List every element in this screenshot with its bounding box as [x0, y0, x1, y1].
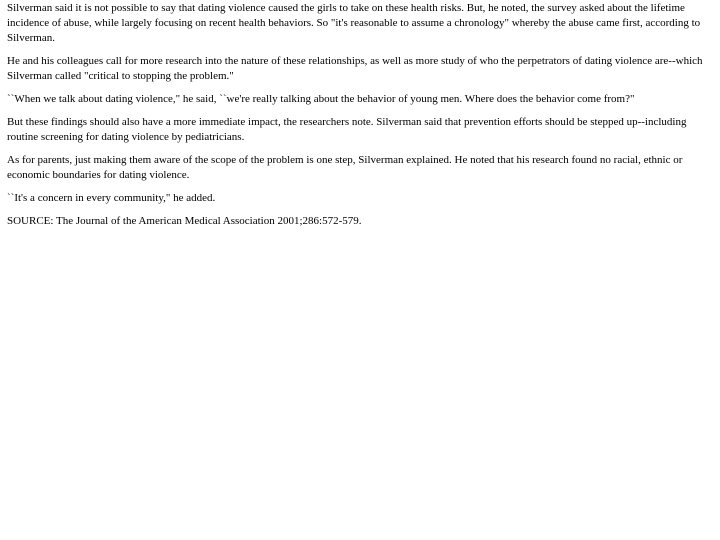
quote-paragraph: ``When we talk about dating violence," he said, ``we're really talking about the behavior of young men. Where does the behavior come from?" [7, 93, 635, 105]
paragraph: But these findings should also have a more immediate impact, the researchers note. Silverman said that prevention efforts should be stepped up--including routine screening for dating violence by pediatricians. [7, 116, 687, 143]
article-body [7, 1, 715, 237]
paragraph: Silverman said it is not possible to say that dating violence caused the girls to take on these health risks. But, he noted, the survey asked about the lifetime incidence of abuse, while largely focusing on recent health behaviors. So "it's reasonable to assume a chronology" whereby the abuse came first, according to Silverman. [7, 2, 701, 44]
quote-paragraph: ``It's a concern in every community," he added. [7, 192, 216, 204]
paragraph: He and his colleagues call for more research into the nature of these relationships, as well as more study of who the perpetrators of dating violence are--which Silverman called "critical to stopping the problem." [7, 55, 703, 82]
paragraph: As for parents, just making them aware of the scope of the problem is one step, Silverman explained. He noted that his research found no racial, ethnic or economic boundaries for dating violence. [7, 154, 683, 181]
source-citation: SOURCE: The Journal of the American Medical Association 2001;286:572-579. [7, 215, 362, 227]
